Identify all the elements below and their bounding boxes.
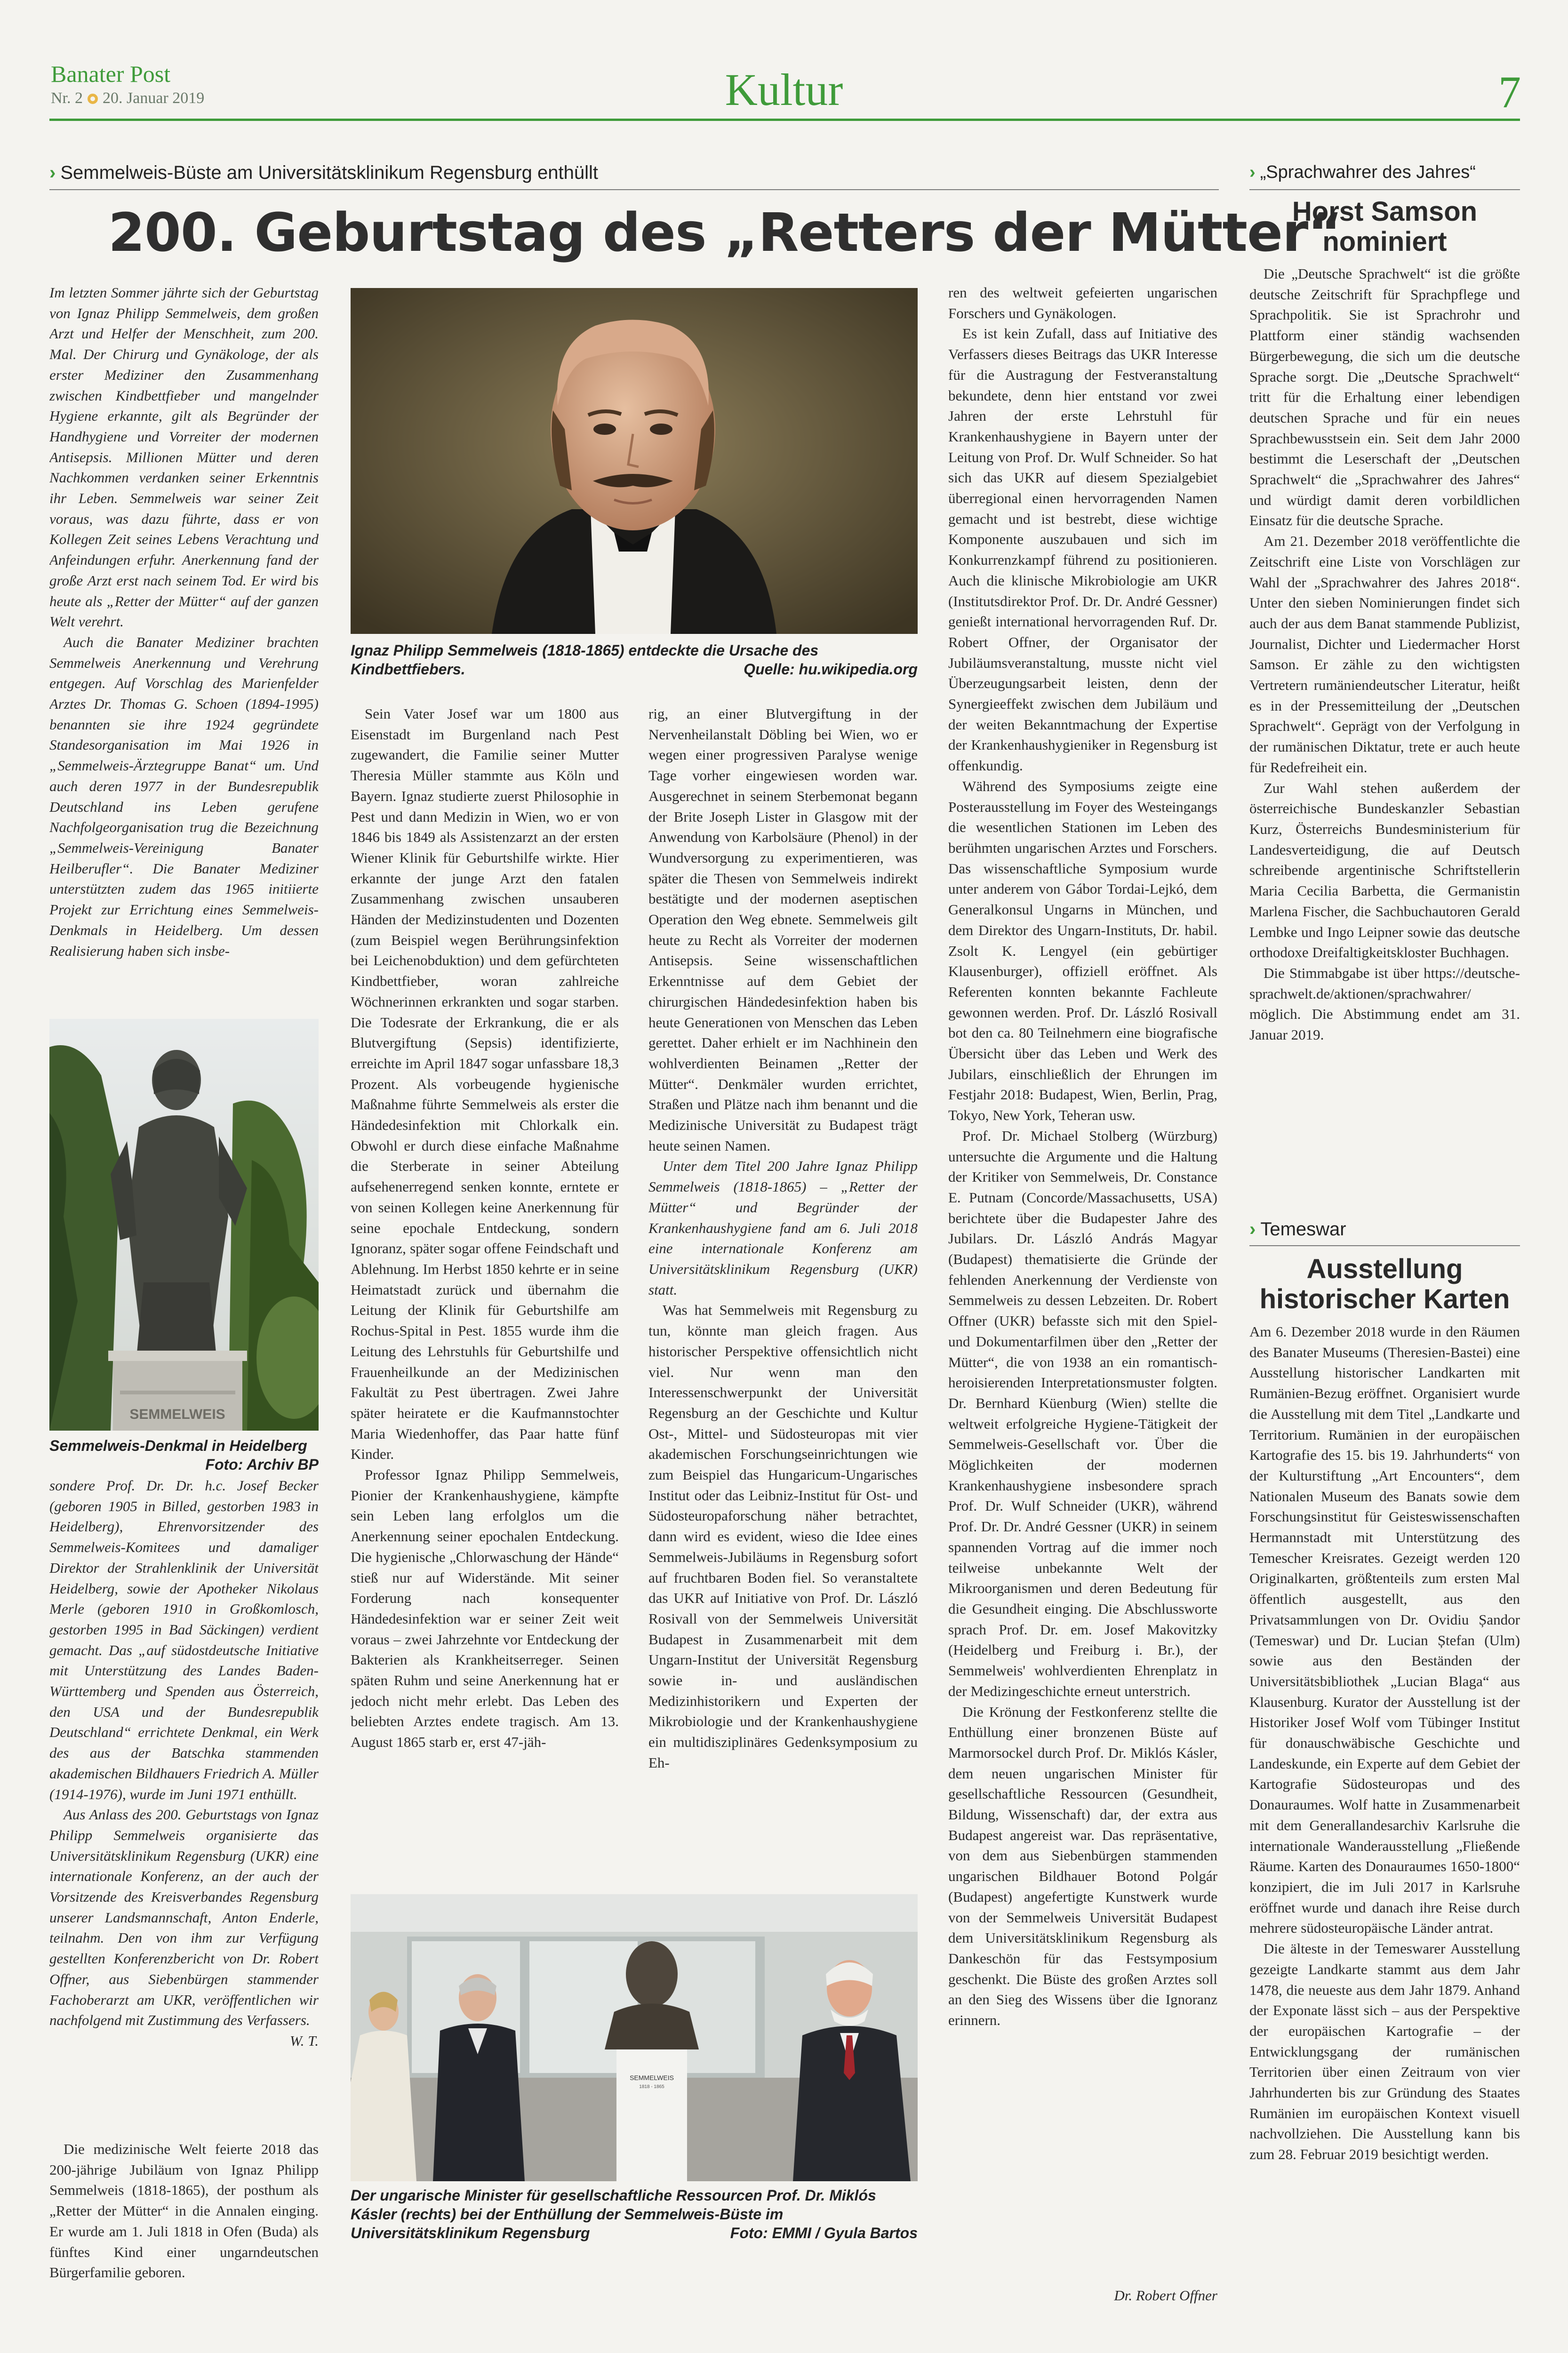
sidebar2-kicker-rule (1249, 1245, 1520, 1246)
sidebar2-paragraph-2: Die älteste in der Temeswarer Ausstellung gezeigte Landkarte stammt aus dem Jahr 1478, die neueste aus dem Jahr 1879. Anhand der Exponate lässt sich – aus der Perspektive der europäischen Kartografie – der Entwicklungsgang der rumänischen Territorien über einen Zeitraum von vier Jahrhunderten bis zur Gründung des Staates Rumänien im europäischen Kontext visuell nachvollziehen. Die Ausstellung kann bis zum 28. Februar 2019 besichtigt werden. (1249, 1940, 1520, 2163)
body-column-1 (49, 2139, 319, 2299)
lead-column-top (49, 282, 319, 1007)
sidebar2-kicker-text: Temeswar (1260, 1219, 1346, 1240)
lead-paragraph: Im letzten Sommer jährte sich der Geburtstag von Ignaz Philipp Semmelweis, dem großen Arzt und Helfer der Menschheit, zum 200. Mal. Der Chirurg und Gynäkologe, der als erster Mediziner den Zusammenhang zwischen Kindbettfieber und mangelnder Hygiene erkannte, gilt als Begründer der Handhygiene und Vorreiter der modernen Antisepsis. Millionen Mütter und deren Nachkommen verdanken seiner Erkenntnis ihr Leben. Semmelweis war seiner Zeit voraus, was dazu führte, dass er von Kollegen Zeit seines Lebens Verachtung und Anfeindungen erfuhr. Anerkennung fand der große Arzt erst nach seinem Tod. Er wird bis heute als „Retter der Mütter“ auf der ganzen Welt verehrt. (49, 284, 319, 630)
body-paragraph-8: Es ist kein Zufall, dass auf Initiative des Verfassers dieses Beitrags das UKR Interesse für die Austragung der Festveranstaltung bekundete, denn hier entstand vor zwei Jahren der erste Lehrstuhl für Krankenhaushygiene in Bayern unter der Leitung von Prof. Dr. Wulf Schneider. So hat sich das UKR auf diesem Spezialgebiet überregional einen hervorragenden Namen gemacht und ist bestrebt, diese wichtige Komponente auszubauen und sich im Konkurrenzkampf führend zu positionieren. Auch die klinische Mikrobiologie am UKR (Institutsdirektor Prof. Dr. Dr. André Gessner) genießt international hervorragenden Ruf. Dr. Robert Offner, der Organisator der Jubiläumsveranstaltung, musste nicht viel Überzeugungsarbeit leisten, denn der Synergieeffekt zwischen dem Jubiläum und der weiten Bekanntmachung der Expertise der Krankenhaushygieniker in Regensburg ist offenkundig. (948, 325, 1217, 774)
issue-date: 20. Januar 2019 (103, 89, 205, 107)
body-column-4 (948, 282, 1217, 2289)
statue-plaque: SEMMELWEIS (129, 1407, 225, 1422)
sidebar1-paragraph-3: Zur Wahl stehen außerdem der österreichische Bundeskanzler Sebastian Kurz, Österreichs Bundesministerium für Landesverteidigung, die auf Deutsch schreibende argentinische Schriftstellerin Maria Cecilia Barbetta, die Germanistin Marlena Fischer, die Sachbuchautoren Gerald Lembke und Ingo Leipner sowie das deutsche orthodoxe Dreifaltigkeitskloster Buchhagen. (1249, 779, 1520, 961)
statue-caption-source: Foto: Archiv BP (205, 1456, 319, 1473)
portrait-caption (351, 641, 918, 679)
statue-caption (49, 1436, 319, 1474)
statue-caption-text: Semmelweis-Denkmal in Heidelberg (49, 1437, 307, 1454)
issue-number: Nr. 2 (51, 89, 83, 107)
body-paragraph-9: Während des Symposiums zeigte eine Posterausstellung im Foyer des Westeingangs die wesentlichen Stationen im Leben des berühmten ungarischen Arztes und Forschers. Das wissenschaftliche Symposium wurde unter anderem von Gábor Tordai-Lejkó, dem Generalkonsul Ungarns in München, und dem Direktor des Ungarn-Instituts, Dr. habil. Zsolt K. Lengyel (ein gebürtiger Klausenburger), offiziell eröffnet. Als Referenten konnten bekannte Fachleute gewonnen werden. Prof. Dr. László Rosivall bot den ca. 80 Teilnehmern eine biografische Übersicht über das Leben und Werk des Jubilars, einschließlich der Ehrungen im Festjahr 2018: Budapest, Wien, Berlin, Prag, Tokyo, New York, Teheran usw. (948, 777, 1217, 1124)
sidebar1-kicker-text: „Sprachwahrer des Jahres“ (1260, 162, 1476, 182)
chevron-right-icon: › (49, 162, 56, 183)
sidebar2-paragraph-1: Am 6. Dezember 2018 wurde in den Räumen des Banater Museums (Theresien-Bastei) eine Ausstellung historischer Landkarten mit Rumänien-Bezug eröffnet. Organisiert wurde die Ausstellung mit dem Titel „Landkarte und Territorium. Rumänien in der europäischen Kartografie des 15. bis 19. Jahrhunderts“ von der Kulturstiftung „Art Encounters“, dem Nationalen Museum des Banats sowie dem Forschungsinstitut für Geisteswissenschaften Hermannstadt mit Unterstützung des Temescher Kreisrates. Gezeigt werden 120 Originalkarten, größtenteils zum ersten Mal öffentlich ausgestellt, aus den Privatsammlungen von Dr. Ovidiu Șandor (Temeswar) und Dr. Lucian Ștefan (Ulm) sowie aus den Beständen der Universitätsbibliothek „Lucian Blaga“ aus Klausenburg. Kurator der Ausstellung ist der Historiker Josef Wolf vom Tübinger Institut für donauschwäbische Geschichte und Landeskunde, ein Experte auf dem Gebiet der Kartografie Südosteuropas und des Donauraumes. Wolf hatte in Zusammenarbeit mit dem Generallandesarchiv Karlsruhe die internationale Wanderausstellung „Fließende Räume. Karten des Donauraumes 1650-1800“ konzipiert, die im Juli 2017 in Karlsruhe eröffnet wurde und danach ihre Reise durch mehrere südosteuropäische Länder antrat. (1249, 1323, 1520, 1937)
body-paragraph-5: Unter dem Titel 200 Jahre Ignaz Philipp Semmelweis (1818-1865) – „Retter der Mütter“ und Begründer der Krankenhaushygiene fand am 6. Juli 2018 eine internationale Konferenz am Universitätsklinikum Regensburg (UKR) statt. (648, 1158, 918, 1298)
section-title: Kultur (725, 64, 843, 115)
sidebar2-body (1249, 1321, 1520, 2307)
body-column-2 (351, 704, 619, 1894)
body-paragraph-7: ren des weltweit gefeierten ungarischen Forschers und Gynäkologen. (948, 284, 1217, 321)
event-caption-text: Der ungarische Minister für gesellschaftliche Ressourcen Prof. Dr. Miklós Kásler (rechts) bei der Enthüllung der Semmelweis-Büste im Universitätsklinikum Regensburg (351, 2187, 876, 2241)
sidebar1-kicker (1249, 162, 1476, 183)
sidebar1-paragraph-2: Am 21. Dezember 2018 veröffentlichte die Zeitschrift eine Liste von Vorschlägen zur Wahl der „Sprachwahrer des Jahres 2018“. Unter den sieben Nominierungen findet sich auch der aus dem Banat stammende Publizist, Journalist, Dichter und Liedermacher Horst Samson. Er zähle zu den wichtigsten Vertretern rumäniendeutscher Literatur, heißt es in der Pressemitteilung der „Deutschen Sprachwelt“. Geprägt von der Verfolgung in der rumänischen Diktatur, trete er auch heute für Redefreiheit ein. (1249, 533, 1520, 776)
sidebar1-paragraph-4: Die Stimmabgabe ist über https://deutsche-sprachwelt.de/aktionen/sprachwahrer/ möglich. Die Abstimmung endet am 31. Januar 2019. (1249, 964, 1520, 1043)
event-caption-source: Foto: EMMI / Gyula Bartos (730, 2225, 918, 2241)
body-paragraph-1: Die medizinische Welt feierte 2018 das 200-jährige Jubiläum von Ignaz Philipp Semmelweis (1818-1865), der posthum als „Retter der Mütter“ in die Annalen einging. Er wurde am 1. Juli 1818 in Ofen (Buda) als fünftes Kind einer ungarndeutschen Bürgerfamilie geboren. (49, 2141, 319, 2281)
main-kicker (49, 162, 598, 184)
event-caption (351, 2186, 918, 2242)
bust-plaque-years: 1818 - 1865 (639, 2084, 664, 2089)
sidebar1-headline: Horst Samson nominiert (1292, 196, 1478, 257)
chevron-right-icon: › (1249, 1219, 1256, 1240)
event-photo (351, 1894, 918, 2181)
bust-plaque: SEMMELWEIS (630, 2074, 674, 2081)
sidebar1-body (1249, 264, 1520, 1214)
portrait-caption-source: Quelle: hu.wikipedia.org (744, 661, 918, 678)
chevron-right-icon: › (1249, 162, 1256, 182)
body-paragraph-10: Prof. Dr. Michael Stolberg (Würzburg) untersuchte die Argumente und die Haltung der Kritiker von Semmelweis, Dr. Constance E. Putnam (Concorde/Massachusetts, USA) berichtete über die Budapester Jahre des Jubilars. Dr. László András Magyar (Budapest) thematisierte die Gründe der fehlenden Anerkennung der Verdienste von Semmelweis zu dessen Lebzeiten. Dr. Robert Offner (UKR) befasste sich mit den Spiel- und Dokumentarfilmen über den „Retter der Mütter“, die von 1938 an ein romantisch-heroisierenden Interpretationsmuster folgten. Dr. Bernhard Küenburg (Wien) stellte die weltweit erfolgreiche Hygiene-Tätigkeit der Semmelweis-Gesellschaft vor. Über die Möglichkeiten der modernen Krankenhaushygiene insbesondere sprach Prof. Dr. Wulf Schneider (UKR), während Prof. Dr. Dr. André Gessner (UKR) in seinem spannenden Vortrag auf die immer noch teilweise unbekannte Welt der Mikroorganismen und deren Bedeutung für die Gesundheit einging. Die Abschlussworte sprach Prof. Dr. em. Josef Makovitzky (Heidelberg und Freiburg i. Br.), der Semmelweis' wohlverdienten Ehrenplatz in der Medizingeschichte erneut unterstrich. (948, 1127, 1217, 1699)
sidebar2-kicker (1249, 1219, 1346, 1240)
masthead-rule (49, 119, 1520, 121)
lead-paragraph-2: Auch die Banater Mediziner brachten Semmelweis Anerkennung und Verehrung entgegen. Auf Vorschlag des Marienfelder Arztes Dr. Thomas G. Schoen (1894-1995) benannten sie ihre 1924 gegründete Standesorganisation im Mai 1926 in „Semmelweis-Ärztegruppe Banat“ um. Und auch deren 1977 in der Bundesrepublik Deutschland ins Leben gerufene Nachfolgeorganisation trug die Bezeichnung „Semmelweis-Vereinigung Banater Heilberufler“. Die Banater Mediziner unterstützten zudem das 1965 initiierte Projekt zur Errichtung eines Semmelweis-Denkmals in Heidelberg. Um dessen Realisierung haben sich insbe- (49, 633, 319, 959)
main-headline: 200. Geburtstag des „Retters der Mütter“ (108, 202, 1342, 264)
body-paragraph-3: Professor Ignaz Philipp Semmelweis, Pionier der Krankenhaushygiene, kämpfte sein Leben lang erfolglos um die Anerkennung seiner epochalen Entdeckung. Die hygienische „Chlorwaschung der Hände“ stieß nur auf Widerstände. Mit seiner Forderung nach konsequenter Händedesinfektion war er seiner Zeit weit voraus – zwei Jahrzehnte vor Entdeckung der Bakterien als Krankheitserreger. Seinen späten Ruhm und seine Anerkennung hat er jedoch nicht mehr erlebt. Das Leben des beliebten Arztes endete tragisch. Am 13. August 1865 starb er, erst 47-jäh- (351, 1466, 619, 1751)
publication-name: Banater Post (51, 61, 171, 87)
body-column-3 (648, 704, 918, 1894)
body-paragraph-2: Sein Vater Josef war um 1800 aus Eisenstadt im Burgenland nach Pest zugewandert, die Familie seiner Mutter Theresia Müller stammte aus Köln und Bayern. Ignaz studierte zuerst Philosophie in Pest und dann Medizin in Wien, wo er von 1846 bis 1849 als Assistenzarzt an der ersten Wiener Klinik für Geburtshilfe wirkte. Hier erkannte der junge Arzt den fatalen Zusammenhang zwischen unsauberen Händen der Medizinstudenten und Dozenten (zum Beispiel wegen Berührungsinfektion bei Leichenobduktion) und dem gefürchteten Kindbettfieber, woran zahlreiche Wöchnerinnen erkrankten und sogar starben. Die Todesrate der Erkrankung, die er als Blutvergiftung (Sepsis) identifizierte, erreichte im April 1847 sogar unfassbare 18,3 Prozent. Als vorbeugende hygienische Maßnahme führte Semmelweis als erster die Händedesinfektion mit Chlorkalk ein. Obwohl er durch diese einfache Maßnahme die Sterberate in seiner Abteilung aufsehenerregend senken konnte, erntete er von seinen Kollegen keine Anerkennung für seine epochale Entdeckung, sondern Ignoranz, später sogar offene Feindschaft und Ablehnung. Im Herbst 1850 kehrte er in seine Heimatstadt zurück und übernahm die Leitung der Klinik für Geburtshilfe am Rochus-Spital in Pest. 1855 wurde ihm die Leitung des Lehrstuhls für Geburtshilfe und Frauenheilkunde an der Medizinischen Fakultät zu Pest übertragen. Zwei Jahre später heiratete er die Kaufmannstochter Maria Wiedenhoffer, das Paar hatte fünf Kinder. (351, 705, 619, 1463)
lead-column-bottom (49, 1475, 319, 2132)
author-signature: Dr. Robert Offner (1114, 2287, 1217, 2304)
main-kicker-text: Semmelweis-Büste am Universitätsklinikum Regensburg enthüllt (60, 162, 599, 183)
portrait-caption-text: Ignaz Philipp Semmelweis (1818-1865) entdeckte die Ursache des Kindbettfiebers. (351, 642, 819, 678)
body-paragraph-11: Die Krönung der Festkonferenz stellte die Enthüllung einer bronzenen Büste auf Marmorsockel durch Prof. Dr. Miklós Kásler, dem neuen ungarischen Minister für gesellschaftliche Ressourcen (Gesundheit, Bildung, Wissenschaft) dar, der extra aus Budapest angereist war. Das repräsentative, von dem aus Siebenbürgen stammenden ungarischen Bildhauer Botond Polgár (Budapest) angefertigte Kunstwerk wurde von der Semmelweis Universität Budapest dem Universitätsklinikum Regensburg als Dankeschön für das Festsymposium geschenkt. Die Büste des großen Arztes soll an den Sieg des Wissens über die Ignoranz erinnern. (948, 1703, 1217, 2029)
body-paragraph-4: rig, an einer Blutvergiftung in der Nervenheilanstalt Döbling bei Wien, wo er wegen einer progressiven Paralyse wenige Tage vorher eingewiesen worden war. Ausgerechnet in seinem Sterbemonat begann der Brite Joseph Lister in Glasgow mit der Anwendung von Karbolsäure (Phenol) in der Wundversorgung zu experimentieren, was später die Thesen von Semmelweis indirekt bestätigte und der modernen aseptischen Operation den Weg ebnete. Semmelweis gilt heute zu Recht als Vorreiter der modernen Antisepsis. Seine wissenschaftlichen Erkenntnisse auf dem Gebiet der chirurgischen Händedesinfektion haben bis heute Generationen von Menschen das Leben gerettet. Daher erhielt er im Nachhinein den wohlverdienten Beinamen „Retter der Mütter“. Denkmäler wurden errichtet, Straßen und Plätze nach ihm benannt und die Medizinische Universität zu Budapest trägt heute seinen Namen. (648, 705, 918, 1154)
main-kicker-rule (49, 189, 1219, 190)
lead-signature: W. T. (289, 2032, 319, 2049)
lead-paragraph-3: sondere Prof. Dr. Dr. h.c. Josef Becker (geboren 1905 in Billed, gestorben 1983 in Heidelberg), Ehrenvorsitzender des Semmelweis-Komitees und damaliger Direktor der Strahlenklinik der Universität Heidelberg, sowie der Apotheker Nikolaus Merle (geboren 1910 in Großkomlosch, gestorben 1995 in Bad Säckingen) verdient gemacht. Das „auf südostdeutsche Initiative mit Unterstützung des Landes Baden-Württemberg und Spenden aus Österreich, den USA und der Bundesrepublik Deutschland“ errichtete Denkmal, ein Werk des aus der Batschka stammenden akademischen Bildhauers Friedrich A. Müller (1914-1976), wurde im Juni 1971 enthüllt. (49, 1477, 319, 1802)
statue-photo (49, 1019, 319, 1431)
sidebar2-headline: Ausstellung historischer Karten (1259, 1254, 1510, 1314)
sidebar1-paragraph-1: Die „Deutsche Sprachwelt“ ist die größte deutsche Zeitschrift für Sprachpflege und Sprachpolitik. Sie ist Sprachrohr und Plattform einer ständig wachsenden Bürgerbewegung, die sich um die deutsche Sprache sorgt. Die „Deutsche Sprachwelt“ tritt für die Erhaltung einer lebendigen deutschen Sprache und für ein neues Sprachbewusstsein ein. Seit dem Jahr 2000 bestimmt die Leserschaft der „Deutschen Sprachwelt“ die „Sprachwahrer des Jahres“ und würdigt damit deren vorbildlichen Einsatz für die deutsche Sprache. (1249, 265, 1520, 529)
portrait-photo (351, 288, 918, 634)
sidebar1-kicker-rule (1249, 189, 1520, 190)
page-number: 7 (1498, 67, 1521, 117)
lead-paragraph-4: Aus Anlass des 200. Geburtstags von Ignaz Philipp Semmelweis organisierte das Universitätsklinikum Regensburg (UKR) eine internationale Konferenz, an der auch der Vorsitzende des Kreisverbandes Regensburg unserer Landsmannschaft, Anton Enderle, teilnahm. Den von ihm zur Verfügung gestellten Konferenzbericht von Dr. Robert Offner, aus Siebenbürgen stammender Fachoberarzt am UKR, veröffentlichen wir nachfolgend mit Zustimmung des Verfassers. (49, 1806, 319, 2029)
body-paragraph-6: Was hat Semmelweis mit Regensburg zu tun, könnte man gleich fragen. Aus historischer Perspektive offensichtlich nicht viel. Nur wenn man den Interessenschwerpunkt der Universität Regensburg an der Geschichte und Kultur Ost-, Mittel- und Südosteuropas mit vier akademischen Forschungseinrichtungen wie zum Beispiel das Hungaricum-Ungarisches Institut oder das Leibniz-Institut für Ost- und Südosteuropaforschung näher betrachtet, dann wird es evident, wieso die Idee eines Semmelweis-Jubiläums in Regensburg sofort auf fruchtbaren Boden fiel. So veranstaltete das UKR auf Initiative von Prof. Dr. László Rosivall von der Semmelweis Universität Budapest in Zusammenarbeit mit dem Ungarn-Institut der Universität Regensburg sowie in- und ausländischen Medizinhistorikern und Experten der Mikrobiologie und der Krankenhaushygiene ein multidisziplinäres Gedenksymposium zu Eh- (648, 1302, 918, 1771)
